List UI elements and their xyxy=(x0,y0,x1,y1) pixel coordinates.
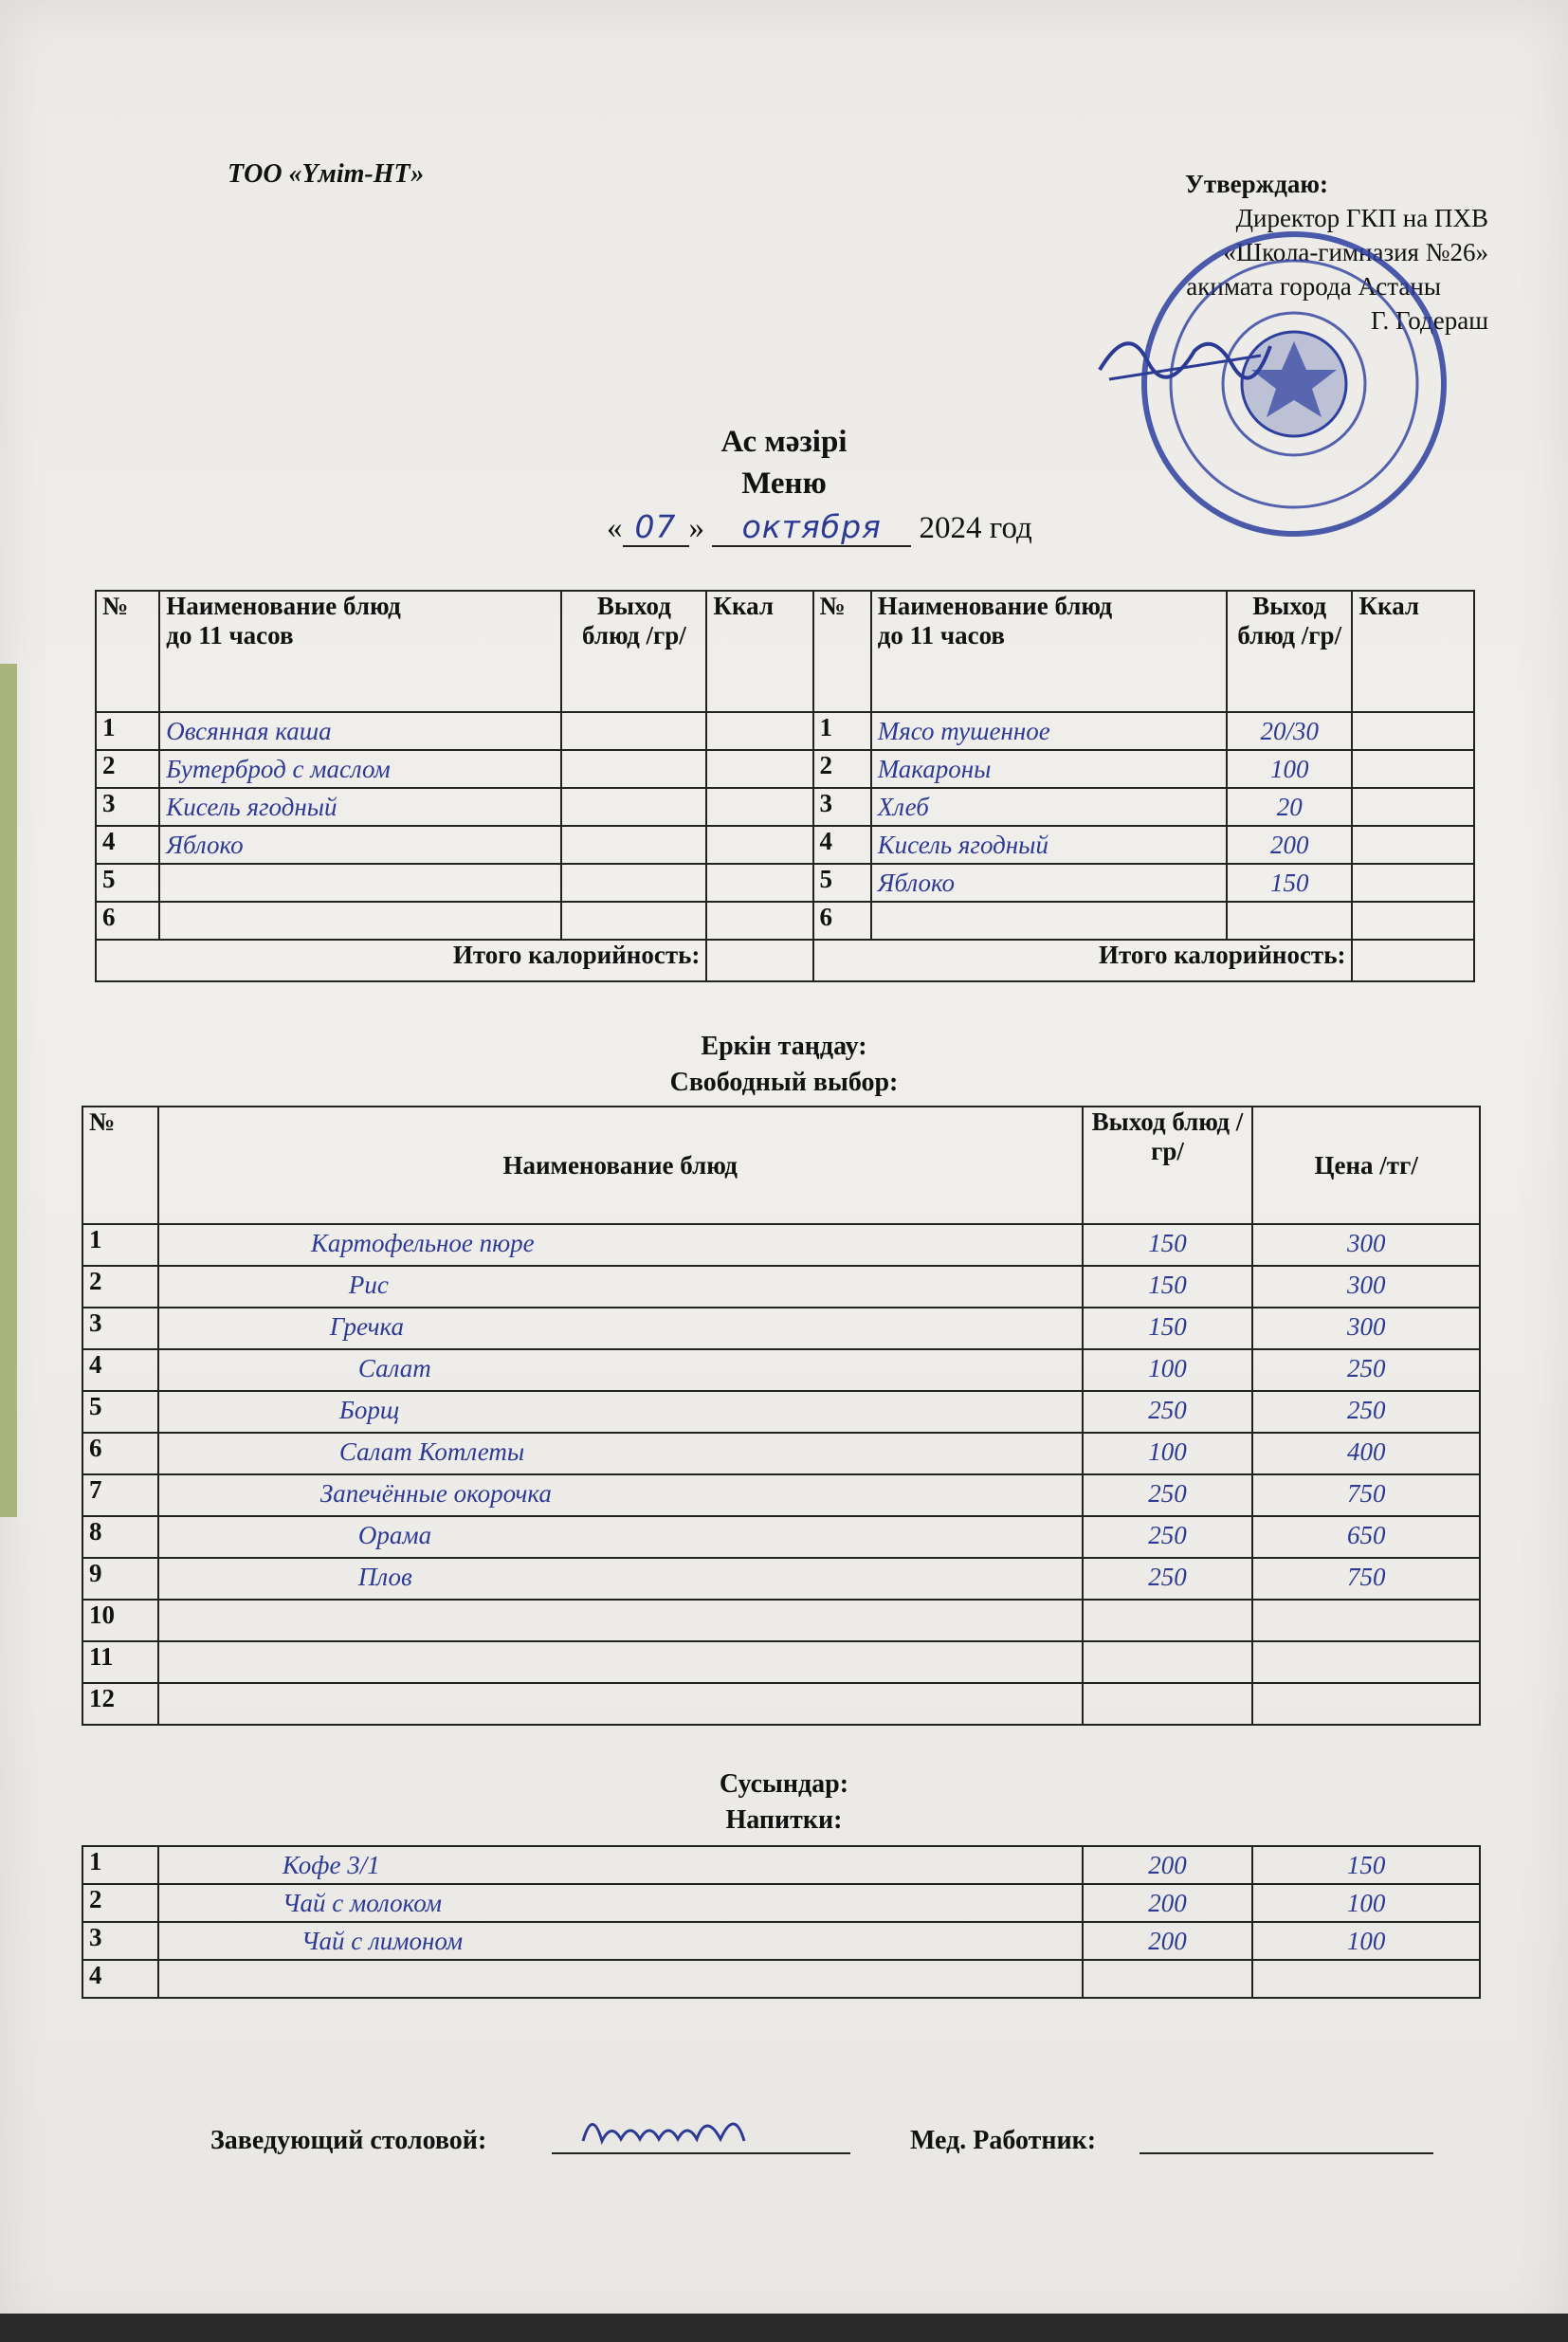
dish-kcal xyxy=(706,864,812,902)
table-row xyxy=(96,750,1474,788)
table-row xyxy=(82,1884,1480,1922)
dish-name: Плов xyxy=(158,1558,1083,1600)
row-number: 4 xyxy=(96,826,159,864)
row-number: 7 xyxy=(82,1474,158,1516)
col-output-2: Выход блюд /гр/ xyxy=(1227,591,1353,712)
row-number: 3 xyxy=(96,788,159,826)
row-number: 2 xyxy=(96,750,159,788)
drink-output xyxy=(1083,1960,1253,1998)
table-row xyxy=(82,1922,1480,1960)
table-row xyxy=(82,1960,1480,1998)
dish-price: 250 xyxy=(1252,1349,1480,1391)
dish-name: Яблоко xyxy=(871,864,1227,902)
col-number: № xyxy=(82,1107,158,1224)
row-number: 1 xyxy=(96,712,159,750)
dish-price: 300 xyxy=(1252,1224,1480,1266)
dish-price: 250 xyxy=(1252,1391,1480,1433)
drink-output: 200 xyxy=(1083,1884,1253,1922)
menu-table-header xyxy=(96,591,1474,712)
dish-output: 250 xyxy=(1083,1558,1253,1600)
dish-kcal xyxy=(706,712,812,750)
dish-output: 200 xyxy=(1227,826,1353,864)
col-dish-name-2 xyxy=(871,591,1227,712)
row-number: 1 xyxy=(813,712,871,750)
drink-name xyxy=(158,1960,1083,1998)
dish-name: Гречка xyxy=(158,1308,1083,1349)
dish-output xyxy=(561,864,706,902)
row-number: 4 xyxy=(813,826,871,864)
dish-output: 100 xyxy=(1227,750,1353,788)
drink-price xyxy=(1252,1960,1480,1998)
dish-kcal xyxy=(1352,788,1474,826)
canteen-head-signature xyxy=(578,2103,787,2160)
dish-kcal xyxy=(706,826,812,864)
dish-output: 100 xyxy=(1083,1433,1253,1474)
table-row xyxy=(96,864,1474,902)
dish-name xyxy=(158,1683,1083,1725)
row-number: 5 xyxy=(82,1391,158,1433)
row-number: 6 xyxy=(813,902,871,940)
total-label-2: Итого калорийность: xyxy=(813,940,1353,981)
dish-price xyxy=(1252,1683,1480,1725)
col-dish-name-line1: Наименование блюд xyxy=(166,592,401,620)
dish-output xyxy=(1083,1600,1253,1641)
dish-name: Орама xyxy=(158,1516,1083,1558)
dish-name xyxy=(158,1600,1083,1641)
dish-output xyxy=(1083,1683,1253,1725)
col-output: Выход блюд /гр/ xyxy=(1083,1107,1253,1224)
row-number: 1 xyxy=(82,1224,158,1266)
row-number: 9 xyxy=(82,1558,158,1600)
dish-name: Салат xyxy=(158,1349,1083,1391)
col-output: Выход блюд /гр/ xyxy=(561,591,706,712)
col-kcal-2: Ккал xyxy=(1352,591,1474,712)
table-row xyxy=(82,1349,1480,1391)
col-kcal: Ккал xyxy=(706,591,812,712)
table-row xyxy=(82,1308,1480,1349)
drink-output: 200 xyxy=(1083,1846,1253,1884)
drinks-title-kz: Сусындар: xyxy=(719,1769,849,1799)
row-number: 6 xyxy=(82,1433,158,1474)
row-number: 2 xyxy=(82,1266,158,1308)
dish-output xyxy=(561,902,706,940)
date-day: 07 xyxy=(623,508,689,547)
table-row xyxy=(82,1558,1480,1600)
dish-kcal xyxy=(706,750,812,788)
row-number: 11 xyxy=(82,1641,158,1683)
dish-kcal xyxy=(706,788,812,826)
table-row xyxy=(82,1433,1480,1474)
dish-name xyxy=(158,1641,1083,1683)
dish-name xyxy=(159,864,561,902)
dish-name: Салат Котлеты xyxy=(158,1433,1083,1474)
dish-output: 150 xyxy=(1227,864,1353,902)
date-month: октября xyxy=(712,508,911,547)
dish-output: 250 xyxy=(1083,1474,1253,1516)
table-row xyxy=(96,826,1474,864)
row-number: 10 xyxy=(82,1600,158,1641)
date-year: 2024 год xyxy=(919,511,1032,545)
drinks-table xyxy=(82,1845,1481,1999)
table-row xyxy=(82,1391,1480,1433)
med-worker-signature-line xyxy=(1140,2152,1433,2154)
row-number: 8 xyxy=(82,1516,158,1558)
dish-name xyxy=(871,902,1227,940)
table-row xyxy=(82,1224,1480,1266)
table-row xyxy=(82,1600,1480,1641)
med-worker-label: Мед. Работник: xyxy=(910,2126,1097,2155)
menu-table xyxy=(95,590,1475,982)
row-number: 5 xyxy=(813,864,871,902)
row-number: 12 xyxy=(82,1683,158,1725)
total-value xyxy=(706,940,812,981)
row-number: 3 xyxy=(82,1922,158,1960)
col-dish-name-2-line1: Наименование блюд xyxy=(877,592,1113,620)
col-number: № xyxy=(96,591,159,712)
dish-kcal xyxy=(1352,712,1474,750)
menu-date xyxy=(607,508,1032,547)
dish-output xyxy=(561,750,706,788)
table-row xyxy=(82,1266,1480,1308)
date-quote-close: » xyxy=(688,511,704,545)
row-number: 6 xyxy=(96,902,159,940)
dish-price: 400 xyxy=(1252,1433,1480,1474)
table-row xyxy=(82,1683,1480,1725)
dish-output xyxy=(561,788,706,826)
dish-price: 300 xyxy=(1252,1308,1480,1349)
drink-name: Чай с лимоном xyxy=(158,1922,1083,1960)
dish-kcal xyxy=(1352,902,1474,940)
dish-name: Борщ xyxy=(158,1391,1083,1433)
dish-price xyxy=(1252,1641,1480,1683)
dish-price: 300 xyxy=(1252,1266,1480,1308)
dish-kcal xyxy=(1352,750,1474,788)
photo-edge xyxy=(0,2314,1568,2342)
dish-output: 150 xyxy=(1083,1308,1253,1349)
col-dish-name-line2: до 11 часов xyxy=(166,621,294,650)
row-number: 3 xyxy=(82,1308,158,1349)
table-row xyxy=(82,1846,1480,1884)
organization-name: ТОО «Үміт-НТ» xyxy=(228,159,425,189)
dish-name: Овсянная каша xyxy=(159,712,561,750)
drink-name: Чай с молоком xyxy=(158,1884,1083,1922)
table-row xyxy=(96,788,1474,826)
dish-price xyxy=(1252,1600,1480,1641)
table-row xyxy=(82,1516,1480,1558)
dish-output: 150 xyxy=(1083,1224,1253,1266)
drink-price: 100 xyxy=(1252,1884,1480,1922)
dish-name: Запечённые окорочка xyxy=(158,1474,1083,1516)
total-row xyxy=(96,940,1474,981)
col-number-2: № xyxy=(813,591,871,712)
dish-output xyxy=(561,826,706,864)
table-row xyxy=(82,1474,1480,1516)
dish-output: 20 xyxy=(1227,788,1353,826)
col-price: Цена /тг/ xyxy=(1252,1107,1480,1224)
dish-name xyxy=(159,902,561,940)
dish-name: Макароны xyxy=(871,750,1227,788)
dish-output xyxy=(1227,902,1353,940)
approval-line-2: «Школа-гимназия №26» xyxy=(1223,238,1488,266)
dish-output: 20/30 xyxy=(1227,712,1353,750)
dish-price: 650 xyxy=(1252,1516,1480,1558)
dish-output: 250 xyxy=(1083,1516,1253,1558)
dish-name: Рис xyxy=(158,1266,1083,1308)
free-choice-header xyxy=(82,1107,1480,1224)
dish-name: Кисель ягодный xyxy=(871,826,1227,864)
col-dish-name-2-line2: до 11 часов xyxy=(877,621,1005,650)
drinks-title-ru: Напитки: xyxy=(725,1805,843,1835)
table-row xyxy=(96,902,1474,940)
dish-name: Яблоко xyxy=(159,826,561,864)
title-ru: Меню xyxy=(741,467,827,501)
dish-name: Кисель ягодный xyxy=(159,788,561,826)
dish-output: 100 xyxy=(1083,1349,1253,1391)
drink-price: 150 xyxy=(1252,1846,1480,1884)
row-number: 4 xyxy=(82,1960,158,1998)
total-value-2 xyxy=(1352,940,1474,981)
drink-name: Кофе 3/1 xyxy=(158,1846,1083,1884)
free-choice-table xyxy=(82,1106,1481,1726)
approval-line-3: акимата города Астаны xyxy=(1186,272,1441,301)
row-number: 1 xyxy=(82,1846,158,1884)
approval-title: Утверждаю: xyxy=(1185,170,1329,198)
free-choice-title-kz: Еркін таңдау: xyxy=(701,1032,867,1061)
row-number: 2 xyxy=(82,1884,158,1922)
title-kz: Ас мәзірі xyxy=(720,425,848,459)
approval-name: Г. Годераш xyxy=(1370,306,1488,335)
drink-price: 100 xyxy=(1252,1922,1480,1960)
dish-kcal xyxy=(1352,826,1474,864)
dish-output: 150 xyxy=(1083,1266,1253,1308)
total-label: Итого калорийность: xyxy=(96,940,706,981)
row-number: 4 xyxy=(82,1349,158,1391)
approval-line-1: Директор ГКП на ПХВ xyxy=(1235,204,1488,232)
dish-name: Картофельное пюре xyxy=(158,1224,1083,1266)
dish-output xyxy=(561,712,706,750)
drink-output: 200 xyxy=(1083,1922,1253,1960)
row-number: 3 xyxy=(813,788,871,826)
free-choice-title-ru: Свободный выбор: xyxy=(669,1068,899,1097)
dish-name: Бутерброд с маслом xyxy=(159,750,561,788)
canteen-head-label: Заведующий столовой: xyxy=(210,2126,487,2155)
dish-kcal xyxy=(706,902,812,940)
col-dish-name xyxy=(159,591,561,712)
dish-price: 750 xyxy=(1252,1474,1480,1516)
dish-kcal xyxy=(1352,864,1474,902)
table-row xyxy=(82,1641,1480,1683)
dish-name: Мясо тушенное xyxy=(871,712,1227,750)
dish-output xyxy=(1083,1641,1253,1683)
dish-output: 250 xyxy=(1083,1391,1253,1433)
row-number: 5 xyxy=(96,864,159,902)
col-dish-name: Наименование блюд xyxy=(158,1107,1083,1224)
dish-name: Хлеб xyxy=(871,788,1227,826)
date-quote-open: « xyxy=(607,511,623,545)
dish-price: 750 xyxy=(1252,1558,1480,1600)
row-number: 2 xyxy=(813,750,871,788)
table-row xyxy=(96,712,1474,750)
